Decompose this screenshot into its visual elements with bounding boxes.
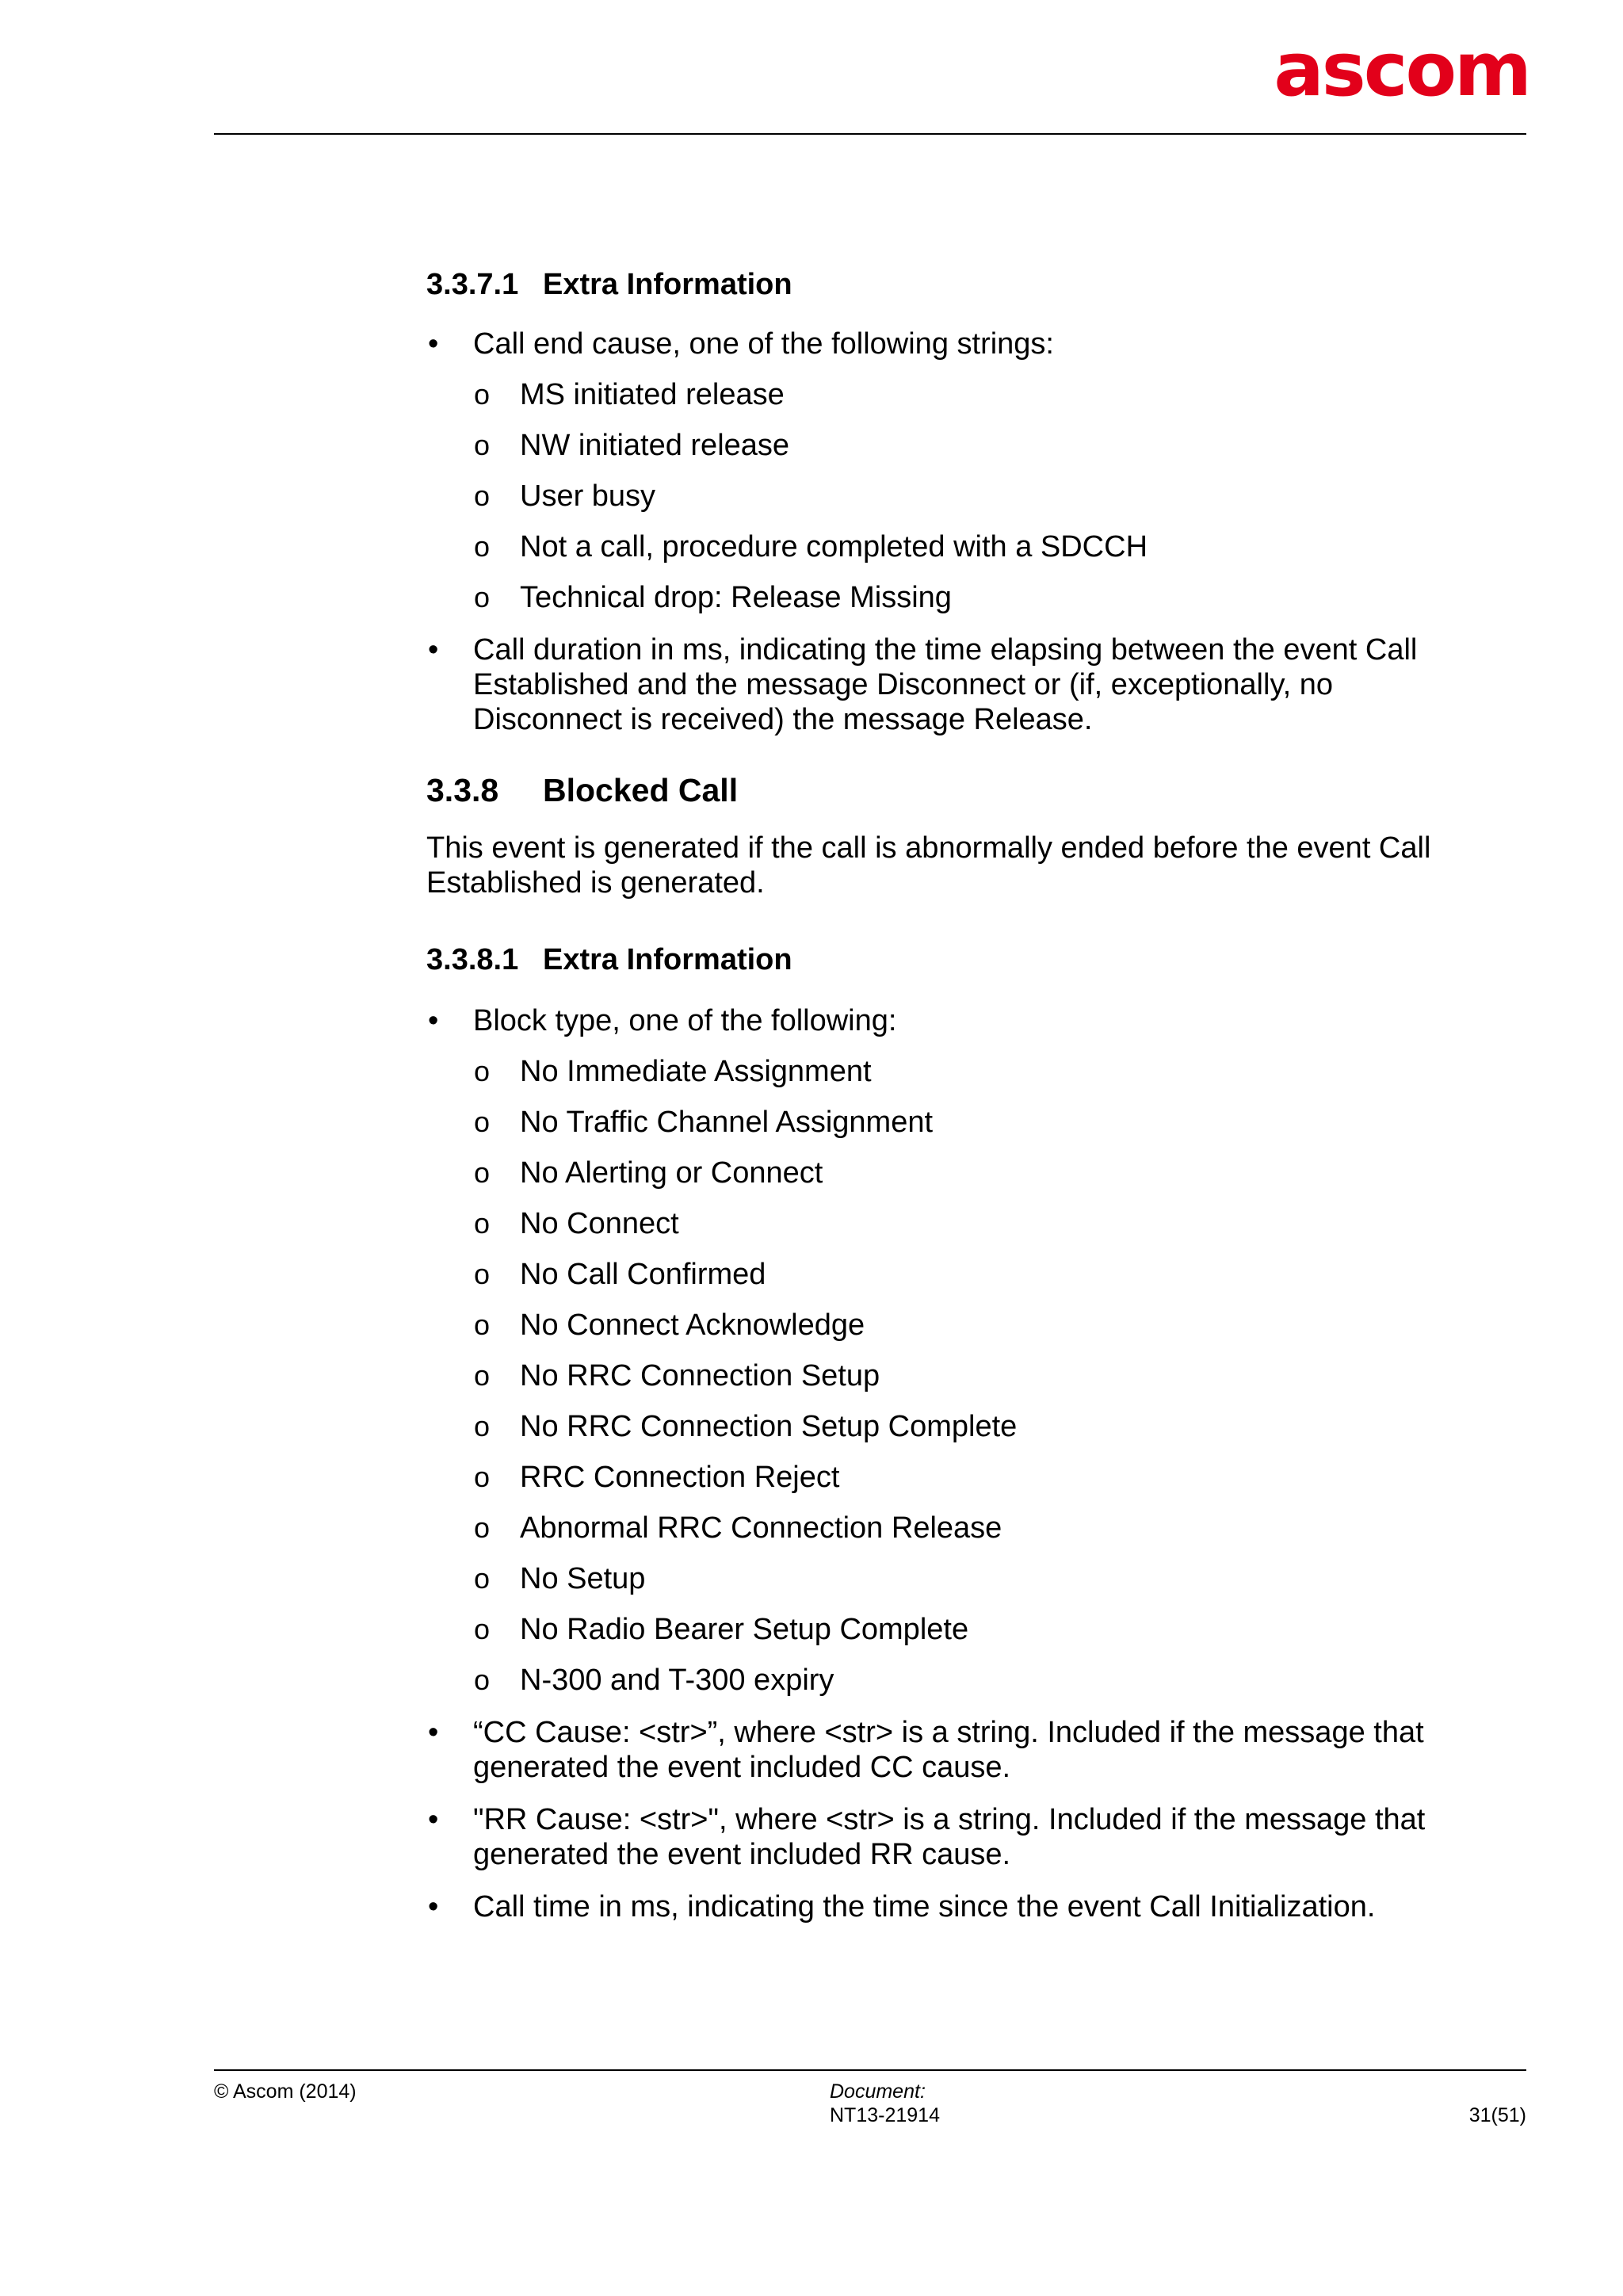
bullet-icon: • — [428, 1004, 439, 1037]
section-heading-3-3-8 — [426, 770, 1480, 810]
sub-list — [473, 1054, 1480, 1698]
sub-list-item-text: User busy — [520, 479, 656, 513]
circle-bullet-icon: o — [474, 1359, 491, 1392]
document-body — [426, 266, 1480, 1924]
sub-list-item-text: No RRC Connection Setup — [520, 1359, 880, 1392]
sub-list-item-text: No Setup — [520, 1562, 646, 1595]
list-item — [426, 327, 1480, 615]
circle-bullet-icon: o — [474, 1410, 491, 1442]
ascom-logo: ascom — [1274, 27, 1529, 113]
sub-list-item — [473, 1308, 1480, 1343]
sub-list-item-text: Not a call, procedure completed with a SDCCH — [520, 530, 1148, 563]
footer-document — [830, 2080, 940, 2127]
list-item — [426, 1802, 1480, 1872]
footer-copyright: © Ascom (2014) — [214, 2080, 357, 2103]
list-item-text: "RR Cause: <str>", where <str> is a string. Included if the message that generated the event included RR cause. — [473, 1803, 1426, 1871]
section-title: Extra Information — [543, 268, 792, 301]
sub-list-item — [473, 377, 1480, 412]
bullet-icon: • — [428, 1803, 439, 1836]
sub-list-item — [473, 1156, 1480, 1190]
circle-bullet-icon: o — [474, 1664, 491, 1696]
circle-bullet-icon: o — [474, 429, 491, 461]
sub-list-item-text: No Connect — [520, 1207, 679, 1240]
list-item — [426, 1715, 1480, 1785]
sub-list-item — [473, 1561, 1480, 1596]
sub-list-item-text: Technical drop: Release Missing — [520, 581, 952, 614]
section-heading-3-3-7-1 — [426, 266, 1480, 303]
list-item-text: Call end cause, one of the following strings: — [473, 327, 1054, 361]
circle-bullet-icon: o — [474, 1562, 491, 1595]
sub-list-item — [473, 1663, 1480, 1698]
sub-list-item — [473, 1105, 1480, 1140]
list-item-text: Call duration in ms, indicating the time elapsing between the event Call Established and the message Disconnect or (if, exceptionally, no Disconnect is received) the message Release. — [473, 633, 1418, 736]
sub-list-item — [473, 1257, 1480, 1292]
bullet-list — [426, 1003, 1480, 1924]
sub-list-item — [473, 1612, 1480, 1647]
circle-bullet-icon: o — [474, 1156, 491, 1189]
sub-list-item — [473, 1511, 1480, 1545]
bullet-icon: • — [428, 327, 439, 361]
sub-list-item — [473, 479, 1480, 514]
sub-list-item-text: MS initiated release — [520, 378, 785, 411]
circle-bullet-icon: o — [474, 1308, 491, 1341]
footer-rule — [214, 2069, 1526, 2071]
circle-bullet-icon: o — [474, 581, 491, 613]
circle-bullet-icon: o — [474, 1511, 491, 1544]
circle-bullet-icon: o — [474, 1106, 491, 1138]
list-item — [426, 1003, 1480, 1698]
sub-list-item-text: No Call Confirmed — [520, 1258, 766, 1291]
list-item — [426, 632, 1480, 737]
section-title: Blocked Call — [543, 772, 739, 808]
circle-bullet-icon: o — [474, 1258, 491, 1290]
section-heading-3-3-8-1 — [426, 942, 1480, 978]
circle-bullet-icon: o — [474, 530, 491, 563]
sub-list-item-text: No Connect Acknowledge — [520, 1308, 865, 1342]
sub-list-item-text: RRC Connection Reject — [520, 1461, 840, 1494]
footer-page-number: 31(51) — [1468, 2104, 1526, 2126]
section-title: Extra Information — [543, 943, 792, 976]
sub-list-item-text: NW initiated release — [520, 429, 790, 462]
circle-bullet-icon: o — [474, 479, 491, 512]
list-item — [426, 1889, 1480, 1924]
circle-bullet-icon: o — [474, 1055, 491, 1087]
circle-bullet-icon: o — [474, 1613, 491, 1645]
sub-list-item — [473, 529, 1480, 564]
section-number: 3.3.8 — [426, 772, 499, 808]
list-item-text: Block type, one of the following: — [473, 1004, 897, 1037]
footer-document-number: NT13-21914 — [830, 2104, 940, 2126]
bullet-icon: • — [428, 1890, 439, 1924]
sub-list-item — [473, 580, 1480, 615]
circle-bullet-icon: o — [474, 1207, 491, 1240]
sub-list-item — [473, 1206, 1480, 1241]
header-rule — [214, 133, 1526, 135]
footer-document-label: Document: — [830, 2080, 926, 2103]
sub-list — [473, 377, 1480, 615]
bullet-icon: • — [428, 633, 439, 667]
bullet-list — [426, 327, 1480, 737]
bullet-icon: • — [428, 1716, 439, 1749]
sub-list-item — [473, 1358, 1480, 1393]
sub-list-item — [473, 1054, 1480, 1089]
section-number: 3.3.8.1 — [426, 943, 519, 976]
sub-list-item-text: No Traffic Channel Assignment — [520, 1106, 934, 1139]
sub-list-item-text: N-300 and T-300 expiry — [520, 1664, 834, 1697]
circle-bullet-icon: o — [474, 1461, 491, 1493]
section-paragraph: This event is generated if the call is abnormally ended before the event Call Established is generated. — [426, 831, 1431, 900]
sub-list-item — [473, 1460, 1480, 1495]
section-number: 3.3.7.1 — [426, 268, 519, 301]
sub-list-item-text: Abnormal RRC Connection Release — [520, 1511, 1002, 1545]
sub-list-item-text: No Immediate Assignment — [520, 1055, 872, 1088]
sub-list-item-text: No Alerting or Connect — [520, 1156, 823, 1190]
sub-list-item-text: No RRC Connection Setup Complete — [520, 1410, 1018, 1443]
list-item-text: “CC Cause: <str>”, where <str> is a string. Included if the message that generated the event included CC cause. — [473, 1716, 1424, 1784]
sub-list-item — [473, 428, 1480, 463]
circle-bullet-icon: o — [474, 378, 491, 411]
list-item-text: Call time in ms, indicating the time since the event Call Initialization. — [473, 1890, 1376, 1924]
sub-list-item-text: No Radio Bearer Setup Complete — [520, 1613, 969, 1646]
sub-list-item — [473, 1409, 1480, 1444]
